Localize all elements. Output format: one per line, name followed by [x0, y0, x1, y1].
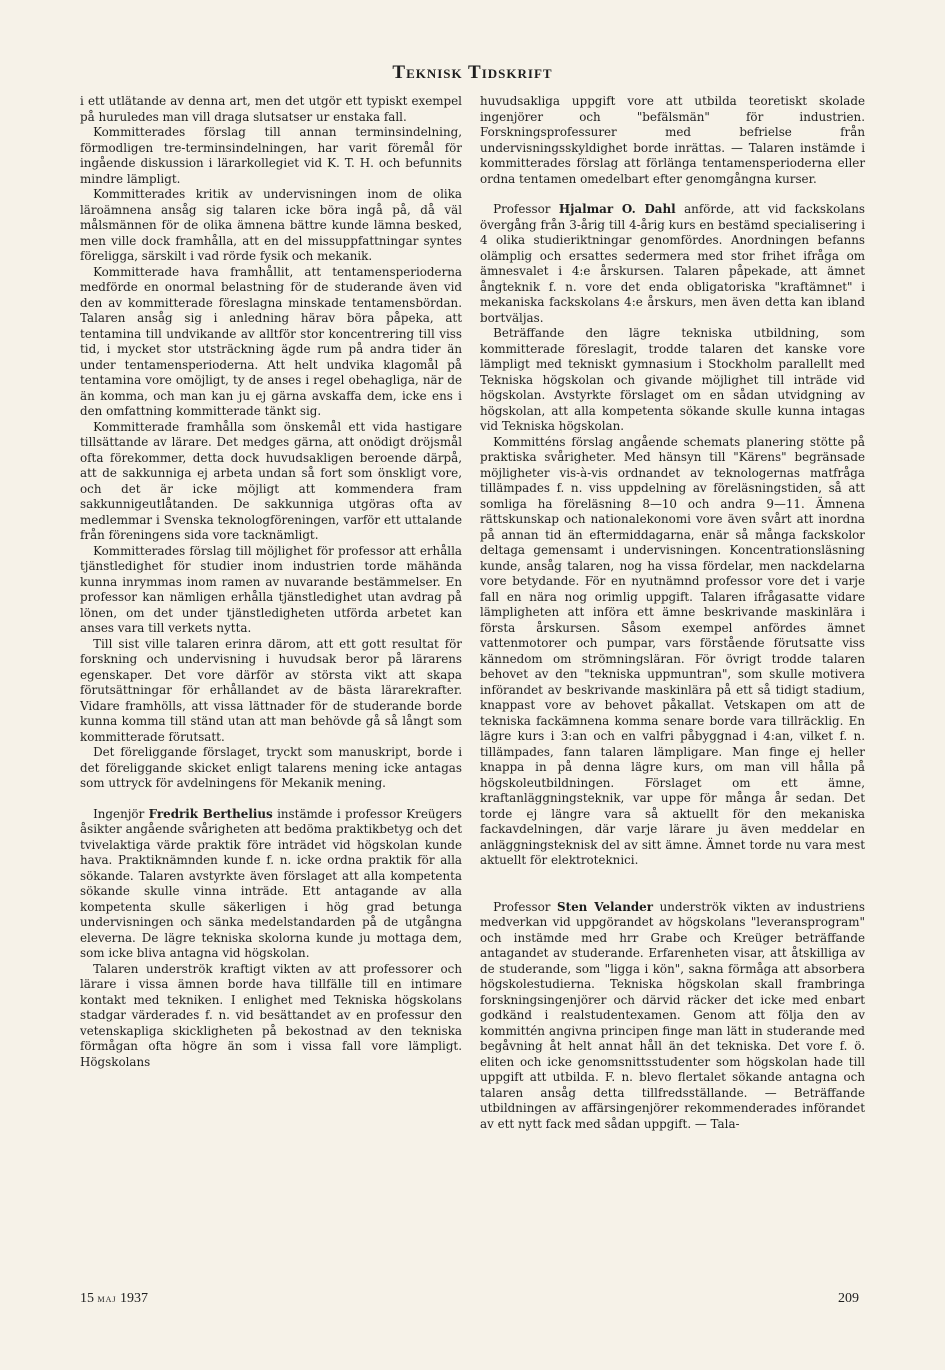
paragraph-text: anförde, att vid fackskolans övergång från 3-årig till 4-årig kurs en bestämd specialisering i 4 olika studieriktningar genomfördes. Anordningen befanns olämplig och ersattes sedermera med stor frihet ifråga om ämnesvalet i 4:e årskursen. Talaren påpekade, att ämnet ångteknik f. n. vore det enda obligatoriska "kraftämnet" i mekaniska fackskolans 4:e årskurs, men även detta kan ibland bortväljas. [480, 202, 865, 325]
speaker-title: Professor [493, 899, 558, 914]
right-column [480, 94, 865, 1132]
journal-title: Teknisk Tidskrift [392, 62, 553, 83]
paragraph: Till sist ville talaren erinra därom, att ett gott resultat för forskning och undervisning i huvudsak beror på lärarens egenskaper. Det vore därför av största vikt att skapa förutsättningar för erhållandet av de bästa lärarekrafter. Vidare framhölls, att vissa lättnader för de studerande borde kunna komma till ständ utan att man behövde gå så långt som kommitterade förutsatt. [80, 636, 462, 744]
paragraph: Talaren underströk kraftigt vikten av att professorer och lärare i vissa ämnen borde hava tillfälle till en intimare kontakt med tekniken. I enlighet med Tekniska högskolans stadgar värderades f. n. vid besättandet av en professur den vetenskapliga skickligheten på bekostnad av den tekniska förmågan ofta högre än som i vissa fall vore lämpligt. Högskolans [80, 961, 462, 1069]
speaker-title: Professor [493, 202, 559, 216]
date-day: 15 [80, 1291, 94, 1306]
paragraph: Kommitterade hava framhållit, att tentamensperioderna medförde en onormal belastning för de studerande även vid den av kommitterade föreslagna minskade tentamensbördan. Talaren ansåg sig i anledning härav böra påpeka, att tentamina till undvikande av alltför stor koncentrering till viss tid, i mycket stor utsträckning ägde rum på andra tider än under tentamensperioderna. Att helt undvika klagomål på tentamina vore omöjligt, ty de anses i regel obehagliga, när de än komma, och man kan ju ej gärna avskaffa dem, icke ens i den omfattning kommitterade tänkt sig. [80, 264, 462, 418]
issue-date [80, 1291, 148, 1307]
paragraph: huvudsakliga uppgift vore att utbilda teoretiskt skolade ingenjörer och "befälsmän" för industrien. Forskningsprofessurer med befrielse från undervisningsskyldighet borde inrättas. — Talaren instämde i kommitterades förslag att förlänga tentamensperioderna eller ordna tentamen omedelbart efter genomgångna kurser. [480, 94, 865, 186]
paragraph: Beträffande den lägre tekniska utbildning, som kommitterade föreslagit, trodde talaren det kanske vore lämpligt med tekniskt gymnasium i Stockholm parallellt med Tekniska högskolan och givande möjlighet till inträde vid högskolan. Avstyrkte förslaget om en sådan utvidgning av högskolan, att alla kompetenta sökande skulle kunna intagas vid Tekniska högskolan. [480, 326, 865, 433]
paragraph-text: instämde i professor Kreügers åsikter angående svårigheten att bedöma praktikbetyg och det tvivelaktiga värde praktik före inträdet vid högskolan kunde hava. Praktiknämnden kunde f. n. icke ordna praktik för alla sökande. Talaren avstyrkte även förslaget att alla kompetenta sökande skulle vinna inträde. Ett antagande av alla kompetenta skulle säkerligen i hög grad betunga undervisningen och sänka medelstandarden på de utgångna eleverna. De lägre tekniska skolorna kunde ju mottaga dem, som icke bliva antagna vid högskolan. [80, 806, 462, 960]
page-number: 209 [838, 1291, 859, 1306]
paragraph-text: underströk vikten av industriens medverkan vid uppgörandet av högskolans "leveransprogram" och instämde med hrr Grabe och Kreüger beträffande antagandet av studerande. Erfarenheten visar, att åtskilliga av de studerande, som "ligga i kön", sakna förmåga att absorbera högskolestudierna. Tekniska högskolan skall frambringa forskningsingenjörer och därvid räcker det icke med enbart godkänd i realstudentexamen. Genom att följa den av kommittén angivna principen finge man lätt in studerande med begåvning åt helt annat håll än det tekniska. Det vore f. ö. eliten och icke genomsnittsstudenter som högskolan hade till uppgift att utbilda. F. n. blevo flertalet sökande antagna och talaren ansåg detta tillfredsställande. — Beträffande utbildningen av affärsingenjörer rekommenderades införandet av ett nytt fack med sådan uppgift. — Tala- [480, 899, 865, 1131]
paragraph: Kommitterades förslag till möjlighet för professor att erhålla tjänstledighet för studier inom industrien torde mähända kunna inrymmas inom ramen av nuvarande bestämmelser. En professor kan nämligen erhålla tjänstledighet utan avdrag på lönen, om det under tjänstledigheten utförda arbetet kan anses vara till verkets nytta. [80, 543, 462, 635]
paragraph [80, 807, 462, 962]
paragraph [480, 900, 865, 1133]
speaker-name: Fredrik Berthelius [148, 806, 273, 821]
paragraph: Kommitterade framhålla som önskemål ett vida hastigare tillsättande av lärare. Det medges gärna, att onödigt dröjsmål ofta förekommer, detta dock huvudsakligen beroende därpå, att de sakkunniga ej arbeta undan så fort som önskligt vore, och det är icke möjligt att kommendera fram sakkunnigeutlåtanden. De sakkunniga utgöras ofta av medlemmar i Svenska teknologföreningen, varför ett uttalande från föreningens sida vore tacknämligt. [80, 419, 462, 542]
speaker-name: Hjalmar O. Dahl [558, 202, 676, 216]
paragraph [480, 202, 865, 326]
speaker-title: Ingenjör [93, 806, 149, 821]
date-month: maj [97, 1291, 117, 1305]
paragraph: Kommitterades kritik av undervisningen inom de olika läroämnena ansåg sig talaren icke böra ingå på, då väl målsmännen för de olika ämnena bättre kunde lämna besked, men ville dock framhålla, att en del missuppfattningar syntes föreligga, särskilt i vad rörde fysik och mekanik. [80, 187, 462, 263]
left-column [80, 94, 462, 1070]
paragraph: Kommitterades förslag till annan terminsindelning, förmodligen tre-terminsindelningen, har varit föremål för ingående diskussion i lärarkollegiet vid K. T. H. och befunnits mindre lämpligt. [80, 125, 462, 186]
paragraph: Det föreliggande förslaget, tryckt som manuskript, borde i det föreliggande skicket enligt talarens mening icke antagas som uttryck för avdelningens för Mekanik mening. [80, 745, 462, 790]
speaker-name: Sten Velander [557, 899, 654, 914]
date-year: 1937 [120, 1291, 149, 1306]
paragraph: Kommitténs förslag angående schemats planering stötte på praktiska svårigheter. Med hänsyn till "Kärens" begränsade möjligheter vis-à-vis ordnandet av teknologernas matfråga tillämpades f. n. viss uppdelning av föreläsningstiden, så att somliga ha föreläsning 8—10 och andra 9—11. Ämnena rättskunskap och nationalekonomi vore även svårt att inordna på annan tid än eftermiddagarna, enär så många fackskolor deltaga gemensamt i undervisningen. Koncentrationsläsning kunde, ansåg talaren, nog ha vissa fördelar, men nackdelarna vore betydande. För en nyutnämnd professor vore det i varje fall en nära nog orimlig uppgift. Talaren ifrågasatte vidare lämpligheten att införa ett ämne beskrivande maskinlära i första årskursen. Såsom exempel anfördes ämnet vattenmotorer och pumpar, vars förstående förutsatte viss kännedom om strömningsläran. För övrigt trodde talaren behovet av den "tekniska uppmuntran", som skulle motivera införandet av beskrivande maskinlära på ett så tidigt stadium, knappast vore av behovet påkallat. Vetskapen om att de tekniska fackämnena komma senare borde vara tillräcklig. En lägre kurs i 3:an och en valfri påbyggnad i 4:an, vilket f. n. tillämpades, fann talaren lämpligare. Man finge ej heller knappa in på denna lägre kurs, om man vill hålla på högskoleutbildningen. Förslaget om ett ämne, kraftanläggningsteknik, var uppe för många år sedan. Det torde ej längre vara så aktuellt för den mekaniska fackavdelningen, där varje lärare ju även meddelar en anläggningsteknisk del av sitt ämne. Ämnet torde nu vara mest aktuellt för elektroteknici. [480, 434, 865, 867]
paragraph: i ett utlätande av denna art, men det utgör ett typiskt exempel på huruledes man vill draga slutsatser ur enstaka fall. [80, 94, 462, 124]
